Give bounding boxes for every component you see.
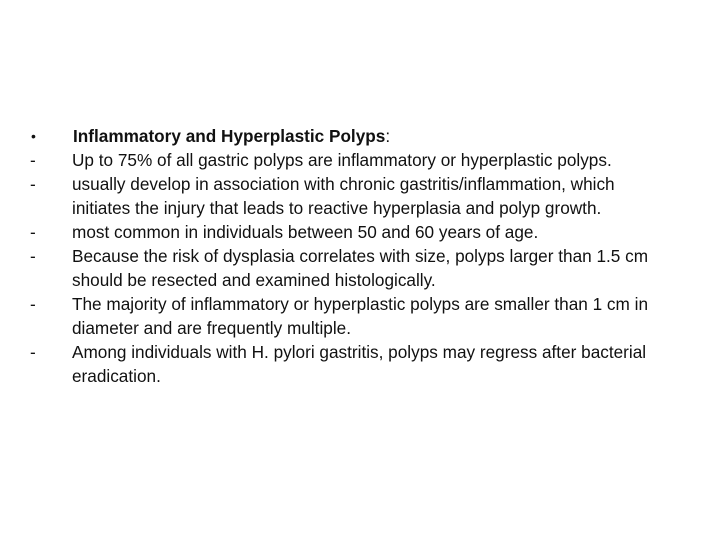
list-item: [30, 292, 690, 340]
list-item: [30, 172, 690, 220]
list-item: [30, 340, 690, 388]
list-item-text: Because the risk of dysplasia correlates with size, polyps larger than 1.5 cm should be resected and examined histologically.: [72, 246, 649, 290]
list-item: [30, 220, 690, 244]
bullet-icon: •: [31, 128, 36, 144]
list-item: [30, 148, 690, 172]
dash-marker: -: [30, 222, 36, 242]
list-item: [30, 244, 690, 292]
list-item-text: most common in individuals between 50 and 60 years of age.: [72, 222, 539, 242]
list-item-text: The majority of inflammatory or hyperplastic polyps are smaller than 1 cm in diameter and are frequently multiple.: [72, 294, 648, 338]
heading-title: Inflammatory and Hyperplastic Polyps: [73, 126, 386, 146]
dash-marker: -: [30, 246, 36, 266]
list-item-text: usually develop in association with chronic gastritis/inflammation, which initiates the injury that leads to reactive hyperplasia and polyp growth.: [72, 174, 615, 218]
slide-content: [30, 124, 690, 388]
heading-colon: :: [385, 126, 391, 146]
list-item-text: Among individuals with H. pylori gastritis, polyps may regress after bacterial eradication.: [72, 342, 647, 386]
heading-row: [30, 124, 690, 148]
dash-marker: -: [30, 150, 36, 170]
heading-text: [73, 124, 690, 148]
dash-marker: -: [30, 342, 36, 362]
dash-marker: -: [30, 174, 36, 194]
list-item-text: Up to 75% of all gastric polyps are inflammatory or hyperplastic polyps.: [72, 150, 612, 170]
dash-marker: -: [30, 294, 36, 314]
